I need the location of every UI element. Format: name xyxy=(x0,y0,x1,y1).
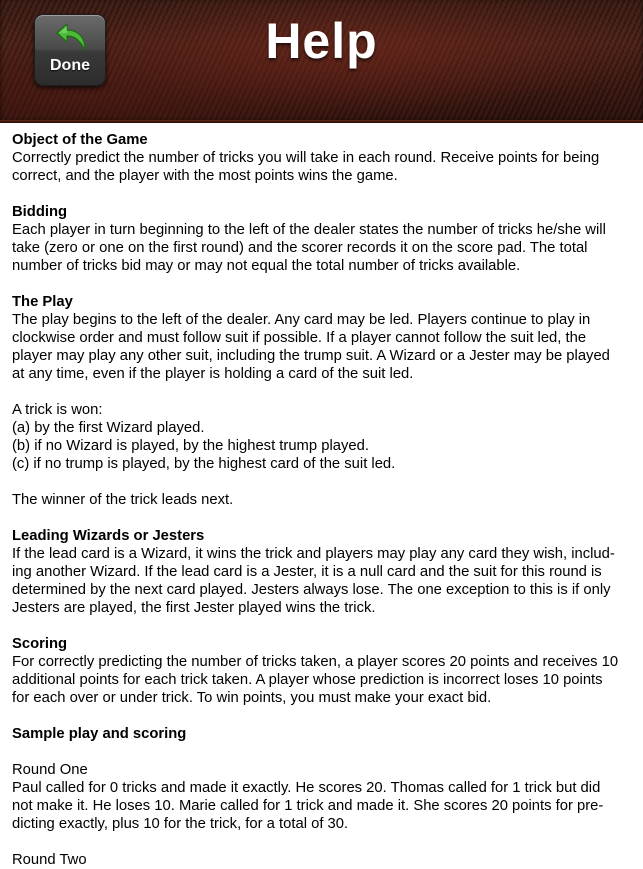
page-title: Help xyxy=(265,13,378,69)
section-scoring xyxy=(12,635,631,707)
section-heading: Scoring xyxy=(12,636,68,652)
text-line: Jesters are played, the first Jester played wins the trick. xyxy=(12,600,376,616)
trick-rule: (a) by the first Wizard played. xyxy=(12,420,205,436)
text-line: The play begins to the left of the dealer. Any card may be led. Players continue to play in xyxy=(12,312,591,328)
text-line: number of tricks bid may or may not equal the total number of tricks available. xyxy=(12,258,521,274)
text-line: dicting exactly, plus 10 for the trick, for a total of 30. xyxy=(12,816,349,832)
section-heading: The Play xyxy=(12,294,73,310)
section-leading xyxy=(12,527,631,617)
round-two-block xyxy=(12,851,631,869)
text-line: Each player in turn beginning to the left of the dealer states the number of tricks he/she will xyxy=(12,222,606,238)
winner-note: The winner of the trick leads next. xyxy=(12,492,234,508)
header-bar xyxy=(0,0,643,123)
trick-rule: (c) if no trump is played, by the highest card of the suit led. xyxy=(12,456,396,472)
section-sample xyxy=(12,725,631,743)
text-line: additional points for each trick taken. A player whose prediction is incorrect loses 10 points xyxy=(12,672,603,688)
done-label: Done xyxy=(50,57,90,74)
back-arrow-icon xyxy=(55,22,89,52)
text-line: ing another Wizard. If the lead card is a Jester, it is a null card and the suit for this round is xyxy=(12,564,602,580)
text-line: For correctly predicting the number of tricks taken, a player scores 20 points and receives 10 xyxy=(12,654,619,670)
text-line: take (zero or one on the first round) and the scorer records it on the score pad. The total xyxy=(12,240,588,256)
round-label: Round One xyxy=(12,762,88,778)
help-text-body xyxy=(0,123,643,869)
section-object xyxy=(12,131,631,185)
text-line: Correctly predict the number of tricks you will take in each round. Receive points for being xyxy=(12,150,600,166)
text-line: not make it. He loses 10. Marie called for 1 trick and made it. She scores 20 points for pre- xyxy=(12,798,604,814)
section-heading: Leading Wizards or Jesters xyxy=(12,528,205,544)
section-heading: Object of the Game xyxy=(12,132,148,148)
text-line: for each over or under trick. To win points, you must make your exact bid. xyxy=(12,690,492,706)
section-heading: Sample play and scoring xyxy=(12,726,187,742)
section-heading: Bidding xyxy=(12,204,68,220)
text-line: Paul called for 0 tricks and made it exactly. He scores 20. Thomas called for 1 trick but did xyxy=(12,780,601,796)
round-label: Round Two xyxy=(12,852,87,868)
trick-rules xyxy=(12,401,631,473)
text-line: clockwise order and must follow suit if possible. If a player cannot follow the suit led, the xyxy=(12,330,587,346)
done-button[interactable] xyxy=(34,14,106,86)
text-line: correct, and the player with the most points wins the game. xyxy=(12,168,398,184)
trick-intro: A trick is won: xyxy=(12,402,103,418)
round-one-block xyxy=(12,761,631,833)
help-content[interactable] xyxy=(0,123,643,868)
text-line: If the lead card is a Wizard, it wins the trick and players may play any card they wish, includ- xyxy=(12,546,615,562)
text-line: player may play any other suit, including the trump suit. A Wizard or a Jester may be played xyxy=(12,348,610,364)
text-line: at any time, even if the player is holding a card of the suit led. xyxy=(12,366,414,382)
trick-rule: (b) if no Wizard is played, by the highest trump played. xyxy=(12,438,369,454)
text-line: determined by the next card played. Jesters always lose. The one exception to this is if only xyxy=(12,582,611,598)
section-bidding xyxy=(12,203,631,275)
winner-note-block xyxy=(12,491,631,509)
section-play xyxy=(12,293,631,383)
